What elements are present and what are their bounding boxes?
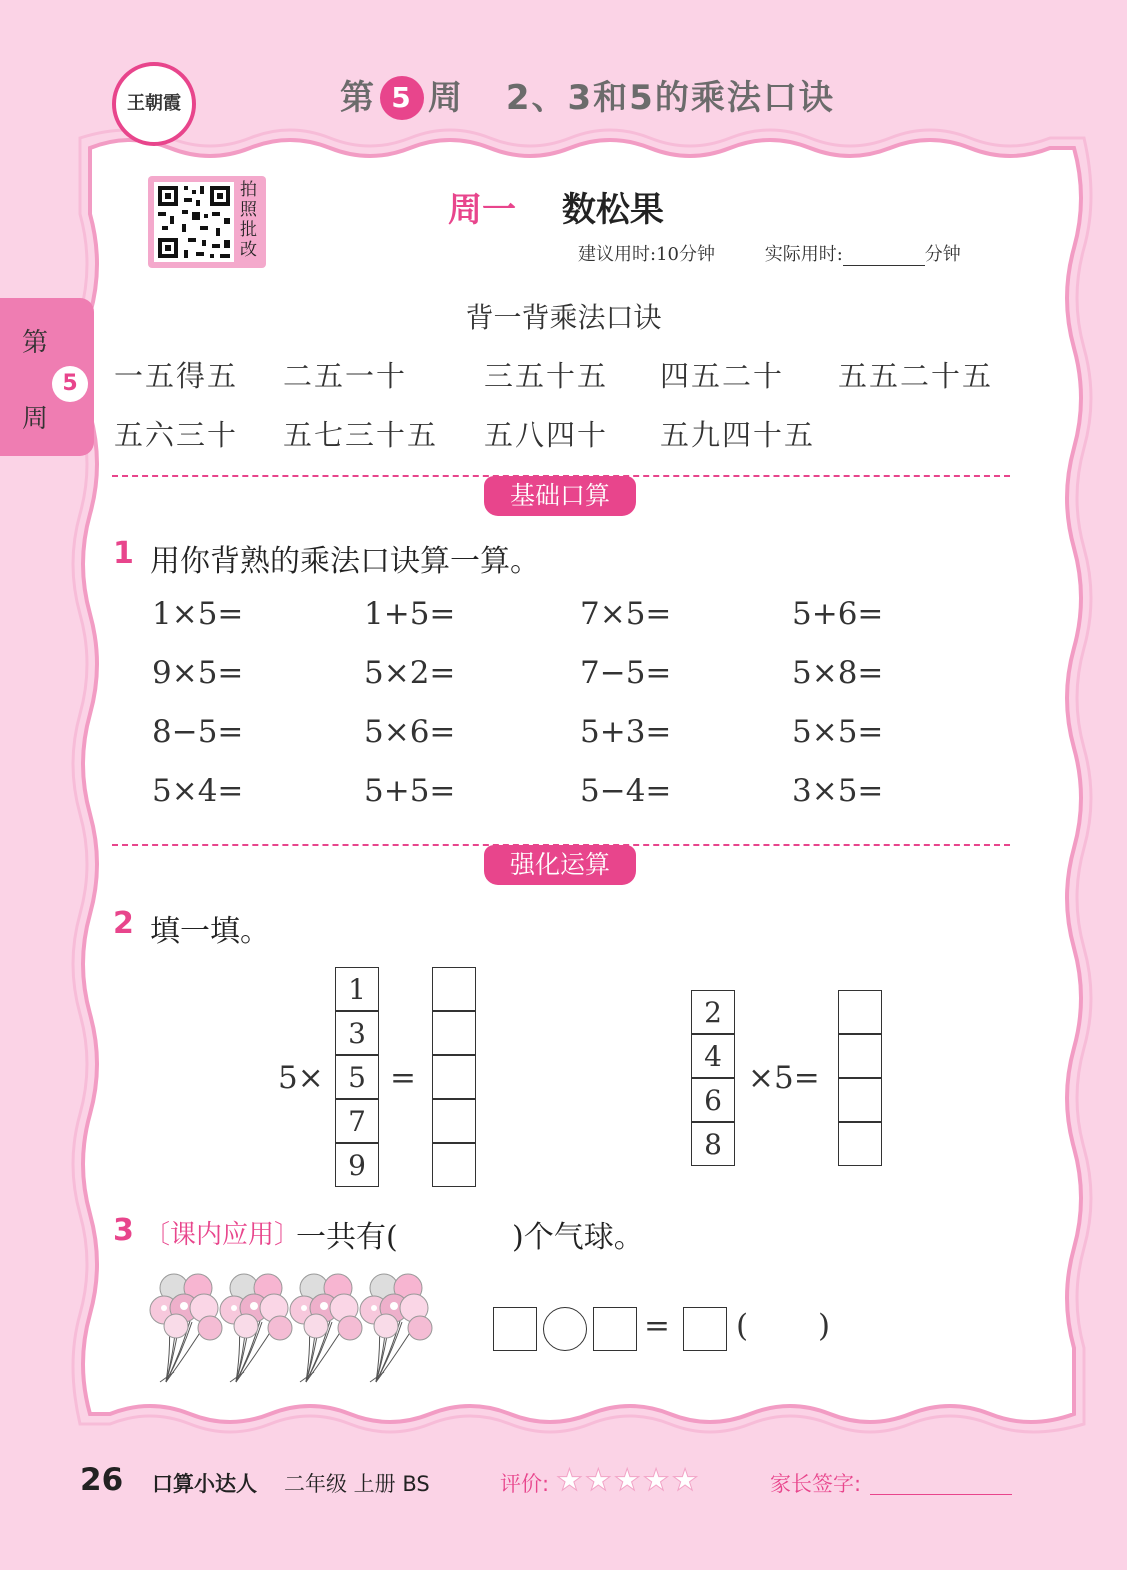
qr-code-box[interactable] [148, 176, 266, 268]
header-week: 周 [428, 78, 464, 118]
question-number: 1 [113, 536, 134, 571]
book-grade: 二年级 上册 BS [284, 1472, 430, 1496]
page-number: 26 [80, 1462, 124, 1498]
calc-expression[interactable]: 5+6= [792, 596, 884, 632]
brand-logo-text: 王朝霞 [127, 93, 181, 114]
suggested-time: 建议用时:10分钟 [578, 244, 715, 265]
equation-number-box[interactable] [593, 1307, 637, 1351]
equation-equals: = [644, 1308, 670, 1344]
answer-box[interactable] [838, 1122, 882, 1166]
factor-cell: 9 [335, 1143, 379, 1187]
calc-expression[interactable]: 7×5= [580, 596, 672, 632]
calc-expression[interactable]: 1+5= [364, 596, 456, 632]
day-theme: 数松果 [561, 190, 664, 230]
question-text: 填一填。 [150, 914, 270, 949]
calc-expression[interactable]: 7−5= [580, 655, 672, 691]
answer-box[interactable] [838, 990, 882, 1034]
calc-expression[interactable]: 9×5= [152, 655, 244, 691]
factor-cell: 4 [691, 1034, 735, 1078]
question-text: 用你背熟的乘法口诀算一算。 [150, 544, 540, 579]
parent-signature-label: 家长签字: [770, 1472, 862, 1496]
rhyme-item: 三五十五 [484, 359, 609, 393]
answer-box[interactable] [432, 1011, 476, 1055]
rhyme-item: 五七三十五 [283, 418, 439, 452]
equation-operator-circle[interactable] [543, 1307, 587, 1351]
side-tab-bottom: 周 [21, 404, 48, 434]
side-week-badge: 5 [52, 366, 88, 402]
rating-stars[interactable]: ★★★★★ [556, 1463, 701, 1498]
section-label-strengthen: 强化运算 [484, 845, 636, 885]
factor-cell: 1 [335, 967, 379, 1011]
header-prefix: 第 [340, 78, 376, 118]
factor-cell: 3 [335, 1011, 379, 1055]
answer-box[interactable] [838, 1034, 882, 1078]
calc-expression[interactable]: 3×5= [792, 773, 884, 809]
day-name: 周一 [448, 190, 516, 230]
calc-expression[interactable]: 5×4= [152, 773, 244, 809]
page-header-title [340, 70, 835, 122]
factor-cell: 5 [335, 1055, 379, 1099]
rhyme-item: 一五得五 [114, 359, 239, 393]
equals-sign: = [390, 1060, 416, 1096]
calc-expression[interactable]: 1×5= [152, 596, 244, 632]
factor-cell: 6 [691, 1078, 735, 1122]
answer-box[interactable] [838, 1078, 882, 1122]
rhyme-item: 五五二十五 [838, 359, 994, 393]
actual-time-unit: 分钟 [924, 244, 961, 265]
unit-open-paren: ( [736, 1308, 749, 1344]
rating-label: 评价: [500, 1472, 550, 1496]
rhyme-item: 五六三十 [114, 418, 239, 452]
question-text-after: )个气球。 [512, 1220, 644, 1255]
question-number: 2 [113, 906, 134, 941]
multiply-prefix: 5× [278, 1060, 324, 1096]
brand-logo [112, 62, 196, 146]
calc-expression[interactable]: 5×5= [792, 714, 884, 750]
actual-time-blank[interactable] [843, 247, 925, 266]
calc-expression[interactable]: 5−4= [580, 773, 672, 809]
answer-box[interactable] [432, 967, 476, 1011]
balloon-bunches-illustration [148, 1270, 438, 1386]
week-number-badge: 5 [380, 76, 424, 120]
recite-title: 背一背乘法口诀 [465, 301, 662, 334]
factor-cell: 7 [335, 1099, 379, 1143]
calc-expression[interactable]: 5+3= [580, 714, 672, 750]
unit-close-paren: ) [818, 1308, 831, 1344]
book-title: 口算小达人 [152, 1472, 257, 1496]
factor-cell: 2 [691, 990, 735, 1034]
question-number: 3 [113, 1213, 134, 1248]
time-info [578, 240, 961, 266]
factor-cell: 8 [691, 1122, 735, 1166]
rhyme-item: 五九四十五 [660, 418, 816, 452]
calc-expression[interactable]: 8−5= [152, 714, 244, 750]
section-label-basic: 基础口算 [484, 476, 636, 516]
rhyme-item: 二五一十 [283, 359, 408, 393]
day-title [448, 182, 664, 231]
equation-number-box[interactable] [493, 1307, 537, 1351]
rhyme-item: 四五二十 [660, 359, 785, 393]
question-text-before: 一共有( [296, 1220, 398, 1255]
calc-expression[interactable]: 5×2= [364, 655, 456, 691]
rhyme-item: 五八四十 [484, 418, 609, 452]
calc-expression[interactable]: 5×6= [364, 714, 456, 750]
qr-label: 拍照批改 [240, 180, 257, 260]
question-tag: 〔课内应用〕 [144, 1220, 301, 1250]
answer-box[interactable] [432, 1143, 476, 1187]
actual-time-label: 实际用时: [764, 244, 843, 265]
side-tab-top: 第 [21, 328, 48, 358]
parent-signature-line[interactable] [870, 1494, 1012, 1495]
answer-box[interactable] [432, 1099, 476, 1143]
header-topic: 2、3和5的乘法口诀 [505, 78, 835, 118]
calc-expression[interactable]: 5×8= [792, 655, 884, 691]
equation-result-box[interactable] [683, 1307, 727, 1351]
qr-code-icon [154, 182, 234, 262]
multiply-suffix: ×5= [748, 1060, 820, 1096]
calc-expression[interactable]: 5+5= [364, 773, 456, 809]
answer-box[interactable] [432, 1055, 476, 1099]
